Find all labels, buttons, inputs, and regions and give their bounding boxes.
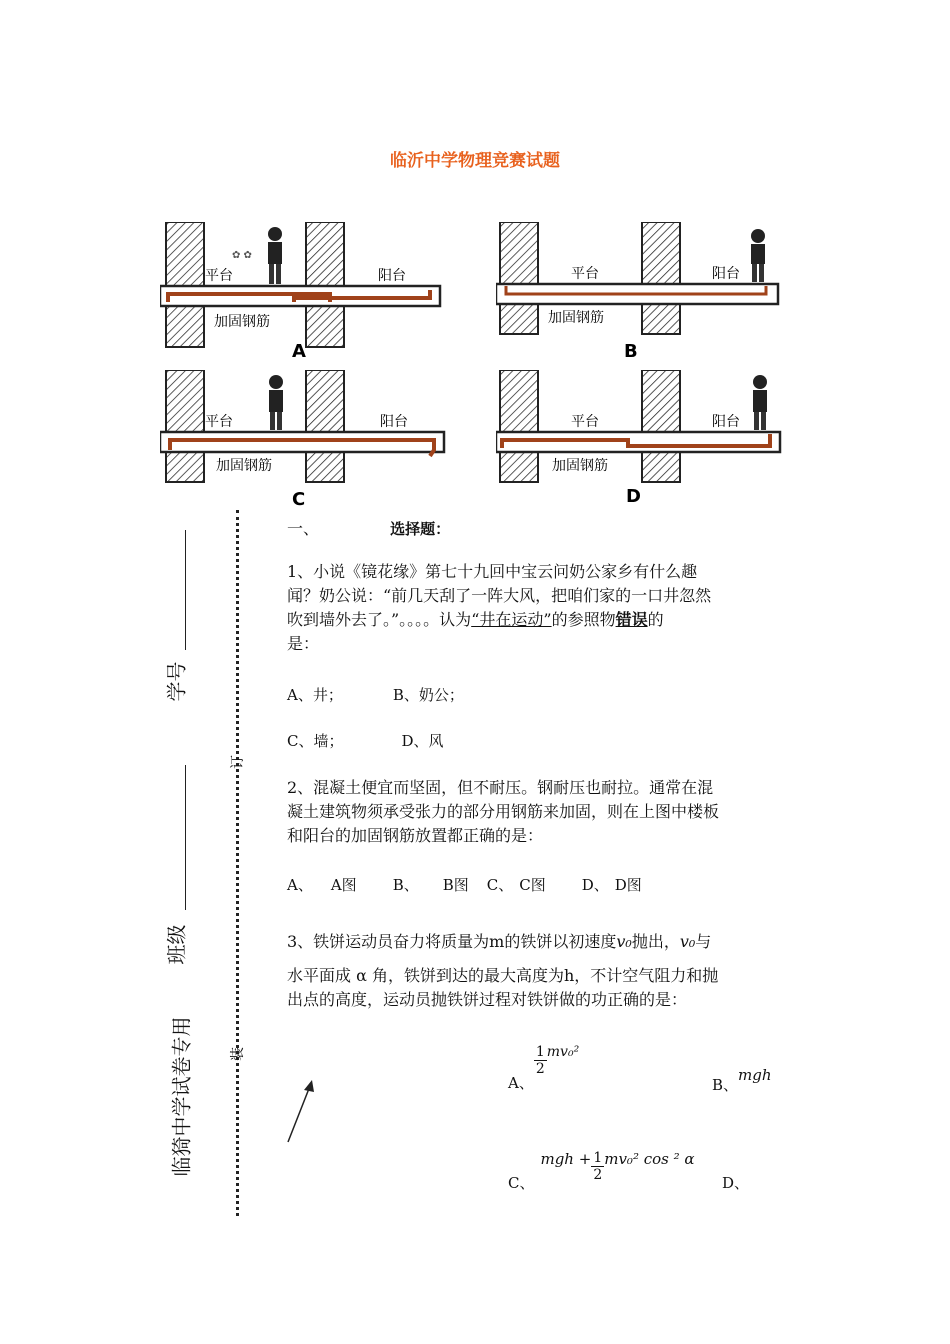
binding-mark-zhuang: 装 <box>230 1047 246 1061</box>
balcony-label-c: 阳台 <box>380 414 408 430</box>
class-label: 班级 <box>164 924 189 965</box>
section-heading <box>287 516 450 539</box>
q1-option-c: C、墙； <box>287 732 344 750</box>
question-2-line-1: 2、混凝土便宜而坚固，但不耐压。钢耐压也耐拉。通常在混 <box>287 778 714 797</box>
question-3-line-1: 3、铁饼运动员奋力将质量为m的铁饼以初速度v₀抛出，v₀与 <box>287 932 712 951</box>
question-2-line-3: 和阳台的加固钢筋放置都正确的是： <box>287 826 544 845</box>
question-1-line-3: 吹到墙外去了。”。。。。认为“井在运动”的参照物错误的 <box>287 610 664 629</box>
figure-letter-c: C <box>292 489 306 510</box>
binding-mark-ding: 订 <box>230 755 246 769</box>
school-label: 临猗中学试卷专用 <box>169 1016 194 1177</box>
v0-symbol-2: v₀ <box>679 932 696 951</box>
q3-option-a: A、 $\frac{1}{2}$ mv₀² <box>508 1044 580 1092</box>
student-id-label: 学号 <box>164 661 189 702</box>
balcony-label-a: 阳台 <box>378 268 406 284</box>
throw-direction-arrow-icon <box>280 1076 320 1146</box>
svg-text:✿ ✿: ✿ ✿ <box>232 250 252 261</box>
page-title: 临沂中学物理竞赛试题 <box>390 151 560 171</box>
rebar-label-c: 加固钢筋 <box>216 458 272 474</box>
person-icon <box>751 229 765 282</box>
question-1-options-row-1 <box>287 684 464 705</box>
q3-option-d: D、 <box>722 1174 750 1192</box>
q3-option-c: C、mgh + $\frac{1}{2}$ mv₀² cos ² α <box>508 1150 695 1192</box>
section-number: 一、 <box>287 519 320 538</box>
platform-label-a: 平台 <box>205 268 233 284</box>
class-blank <box>185 765 186 910</box>
person-icon <box>269 375 283 430</box>
question-1-line-1: 1、小说《镜花缘》第七十九回中宝云问奶公家乡有什么趣 <box>287 562 698 581</box>
q1-option-b: B、奶公； <box>392 686 464 704</box>
balcony-label-d: 阳台 <box>712 414 740 430</box>
question-1-options-row-2 <box>287 730 444 751</box>
platform-label-c: 平台 <box>205 414 233 430</box>
figure-letter-a: A <box>292 341 306 362</box>
figure-letter-d: D <box>626 486 641 507</box>
question-3 <box>287 930 807 1012</box>
question-3-line-2: 水平面成 α 角，铁饼到达的最大高度为h，不计空气阻力和抛 <box>287 966 719 985</box>
v0-symbol: v₀ <box>616 932 632 951</box>
question-1-line-2: 闻？奶公说：“前几天刮了一阵大风，把咱们家的一口井忽然 <box>287 586 712 605</box>
balcony-label-b: 阳台 <box>712 266 740 282</box>
q1-option-a: A、井； <box>287 686 343 704</box>
question-1-line-4: 是： <box>287 634 320 653</box>
question-1 <box>287 560 807 656</box>
rebar-label-b: 加固钢筋 <box>548 310 604 326</box>
figure-letter-b: B <box>624 341 638 362</box>
binding-dotted-line <box>236 510 239 1216</box>
question-3-line-3: 出点的高度，运动员抛铁饼过程对铁饼做的功正确的是： <box>287 990 688 1009</box>
q3-option-b: B、mgh <box>712 1066 772 1094</box>
person-icon <box>268 227 282 284</box>
section-name: 选择题： <box>390 520 451 538</box>
question-2-line-2: 凝土建筑物须承受张力的部分用钢筋来加固，则在上图中楼板 <box>287 802 720 821</box>
figure-d <box>496 370 786 514</box>
figure-a <box>160 222 450 366</box>
figure-c <box>160 370 450 514</box>
student-id-blank <box>185 530 186 650</box>
platform-label-d: 平台 <box>571 414 599 430</box>
question-1-emphasis: 错误 <box>615 610 648 629</box>
question-2 <box>287 776 807 848</box>
person-icon <box>753 375 767 430</box>
q1-option-d: D、风 <box>401 732 444 750</box>
question-1-underlined: “井在运动” <box>471 610 552 629</box>
platform-label-b: 平台 <box>571 266 599 282</box>
question-2-options: A、 A图 B、 B图 C、 C图 D、 D图 <box>287 876 642 894</box>
figure-b <box>496 222 786 366</box>
rebar-label-d: 加固钢筋 <box>552 458 608 474</box>
rebar-label-a: 加固钢筋 <box>214 314 270 330</box>
